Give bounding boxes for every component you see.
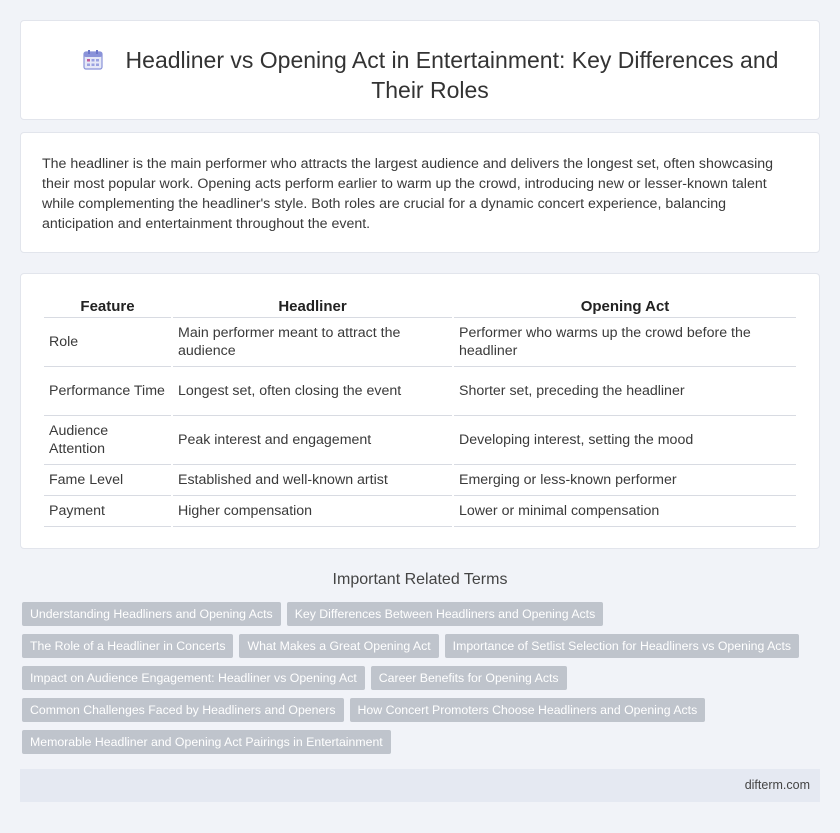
related-terms-heading: Important Related Terms (332, 571, 508, 588)
table-cell-feature: Performance Time (44, 367, 171, 416)
table-cell-feature: Audience Attention (44, 416, 171, 465)
footer (20, 769, 820, 802)
page-title-text: Headliner vs Opening Act in Entertainment: Key Differences and Their Roles (125, 47, 779, 103)
table-cell-opening-act: Performer who warms up the crowd before the headliner (454, 318, 796, 367)
related-term-tag[interactable]: Importance of Setlist Selection for Headliners vs Opening Acts (445, 634, 799, 658)
header-feature: Feature (44, 296, 171, 318)
related-term-tag[interactable]: What Makes a Great Opening Act (239, 634, 438, 658)
related-term-tag[interactable]: How Concert Promoters Choose Headliners and Opening Acts (350, 698, 706, 722)
related-term-tag[interactable]: Memorable Headliner and Opening Act Pairings in Entertainment (22, 730, 391, 754)
related-term-tag[interactable]: Understanding Headliners and Opening Acts (22, 602, 281, 626)
calendar-icon (82, 49, 104, 71)
page-title (61, 45, 799, 105)
header-card (20, 20, 820, 120)
table-row (44, 367, 796, 416)
table-cell-opening-act: Lower or minimal compensation (454, 496, 796, 527)
related-term-tag[interactable]: The Role of a Headliner in Concerts (22, 634, 233, 658)
comparison-table (42, 296, 798, 527)
header-opening-act: Opening Act (454, 296, 796, 318)
table-row (44, 465, 796, 496)
related-term-tag[interactable]: Common Challenges Faced by Headliners and Openers (22, 698, 344, 722)
table-cell-headliner: Longest set, often closing the event (173, 367, 452, 416)
table-cell-headliner: Main performer meant to attract the audience (173, 318, 452, 367)
footer-site-link[interactable]: difterm.com (744, 778, 810, 792)
table-cell-headliner: Established and well-known artist (173, 465, 452, 496)
table-cell-feature: Payment (44, 496, 171, 527)
intro-paragraph: The headliner is the main performer who attracts the largest audience and delivers the longest set, often showcasing their most popular work. Opening acts perform earlier to warm up the crowd, introducing new or lesser-known talent while complementing the headliner's style. Both roles are crucial for a dynamic concert experience, balancing anticipation and entertainment throughout the event. (42, 156, 774, 232)
table-cell-headliner: Higher compensation (173, 496, 452, 527)
table-row (44, 496, 796, 527)
table-cell-feature: Role (44, 318, 171, 367)
comparison-card (20, 273, 820, 549)
related-term-tag[interactable]: Key Differences Between Headliners and Opening Acts (287, 602, 604, 626)
table-cell-opening-act: Developing interest, setting the mood (454, 416, 796, 465)
table-header-row (44, 296, 796, 318)
table-cell-opening-act: Shorter set, preceding the headliner (454, 367, 796, 416)
related-terms-list (22, 602, 812, 754)
title-wrap (61, 45, 799, 105)
related-term-tag[interactable]: Career Benefits for Opening Acts (371, 666, 567, 690)
header-headliner: Headliner (173, 296, 452, 318)
table-row (44, 416, 796, 465)
table-cell-opening-act: Emerging or less-known performer (454, 465, 796, 496)
intro-card (20, 132, 820, 253)
table-cell-headliner: Peak interest and engagement (173, 416, 452, 465)
table-cell-feature: Fame Level (44, 465, 171, 496)
table-row (44, 318, 796, 367)
related-term-tag[interactable]: Impact on Audience Engagement: Headliner vs Opening Act (22, 666, 365, 690)
